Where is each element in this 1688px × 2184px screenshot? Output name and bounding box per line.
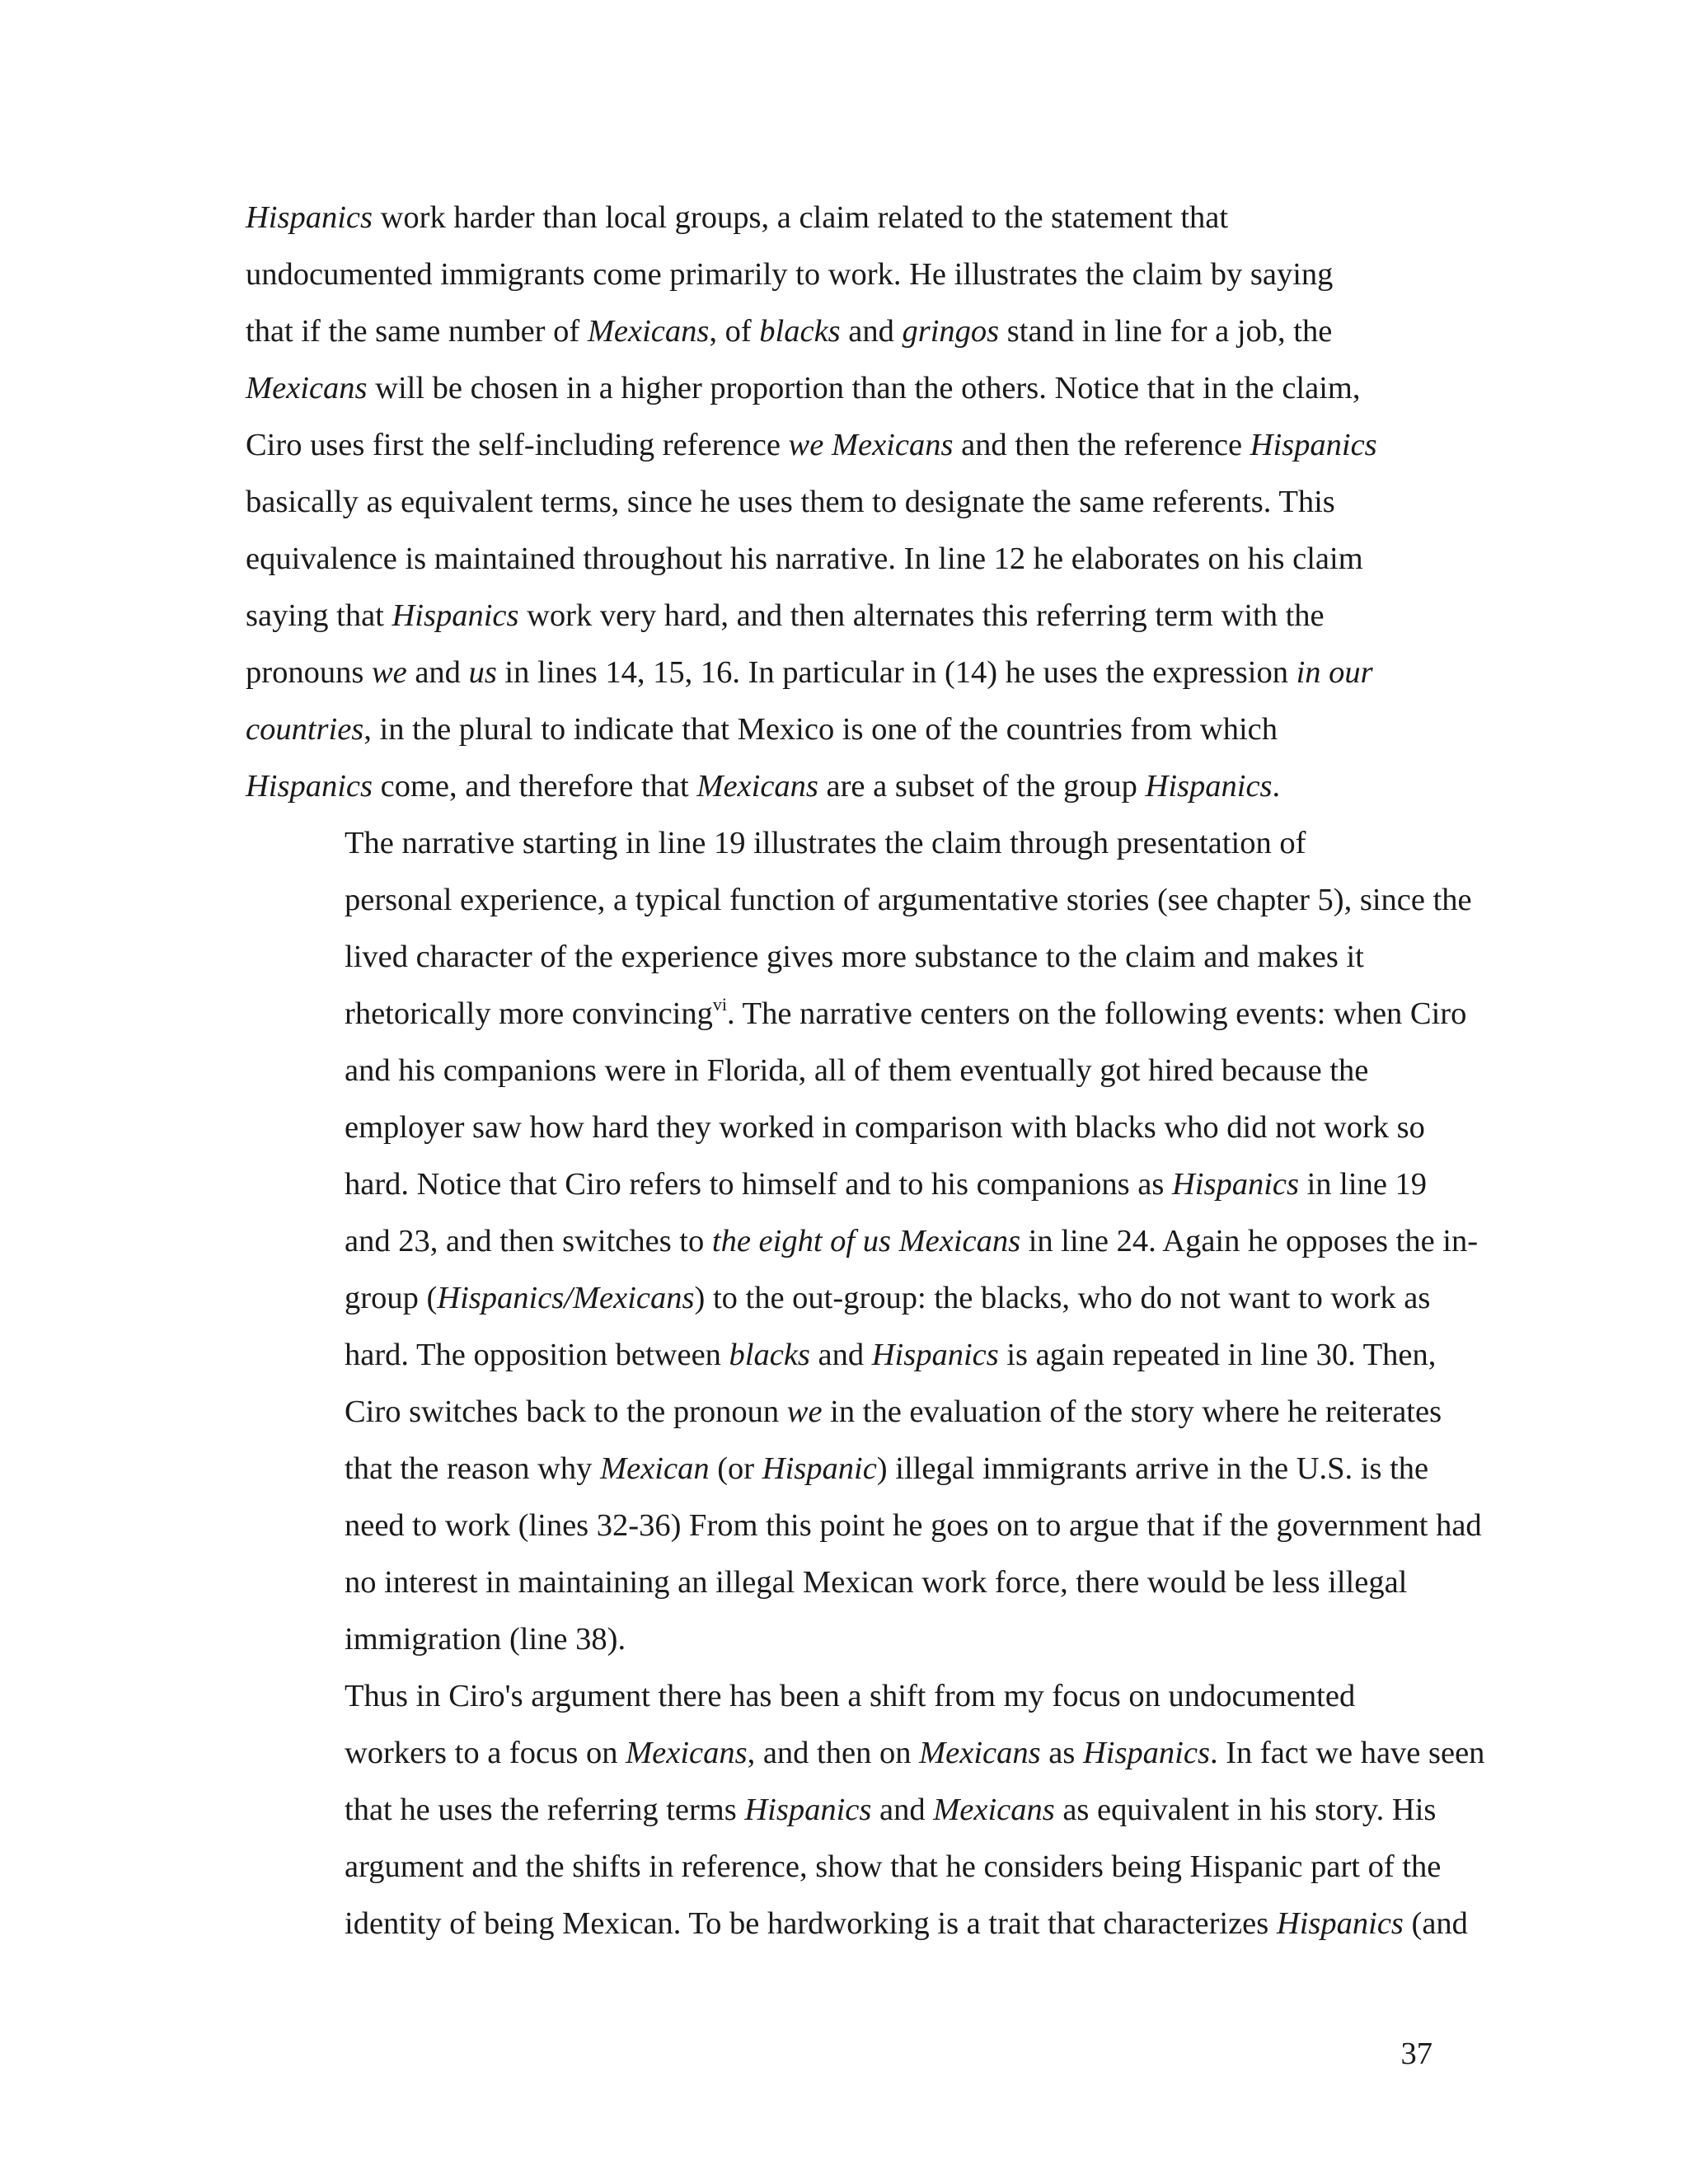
text-run: Ciro switches back to the pronoun: [345, 1394, 787, 1429]
text-run: .: [1272, 769, 1281, 804]
italic-term: Hispanics: [1276, 1906, 1404, 1941]
text-line: [246, 815, 1432, 872]
text-run: will be chosen in a higher proportion than the others. Notice that in the claim,: [367, 371, 1361, 405]
text-run: group (: [345, 1281, 438, 1315]
text-run: rhetorically more convincing: [345, 996, 713, 1031]
text-run: basically as equivalent terms, since he uses them to designate the same referents. This: [246, 485, 1335, 519]
text-run: undocumented immigrants come primarily to work. He illustrates the claim by saying: [246, 257, 1334, 292]
text-run: come, and therefore that: [373, 769, 697, 804]
text-line: [246, 872, 1472, 929]
text-run: stand in line for a job, the: [999, 314, 1333, 349]
text-run: and then the reference: [953, 428, 1250, 462]
text-run: immigration (line 38).: [345, 1622, 626, 1657]
text-line: [246, 1213, 1479, 1270]
text-run: The narrative starting in line 19 illustrates the claim through presentation of: [345, 826, 1306, 860]
text-run: Ciro uses first the self-including reference: [246, 428, 789, 462]
italic-term: we: [371, 655, 407, 690]
text-run: and: [840, 314, 903, 349]
text-line: [246, 360, 1432, 417]
text-run: identity of being Mexican. To be hardworking is a trait that characterizes: [345, 1906, 1277, 1941]
text-line: [246, 1043, 1432, 1099]
text-run: are a subset of the group: [818, 769, 1146, 804]
italic-term: Hispanics: [1082, 1736, 1210, 1770]
text-run: in line 24. Again he opposes the in-: [1020, 1224, 1479, 1258]
text-run: Thus in Ciro's argument there has been a shift from my focus on undocumented: [345, 1679, 1356, 1713]
text-run: and: [809, 1338, 872, 1372]
text-run: no interest in maintaining an illegal Mexican work force, there would be less illegal: [345, 1565, 1408, 1600]
text-run: workers to a focus on: [345, 1736, 626, 1770]
text-run: ) illegal immigrants arrive in the U.S. is the: [876, 1451, 1429, 1486]
text-line: [246, 531, 1432, 588]
text-line: [246, 1384, 1442, 1441]
italic-term: us: [468, 655, 497, 690]
italic-term: countries: [246, 712, 364, 747]
text-run: saying that: [246, 598, 392, 633]
text-line: [246, 1668, 1432, 1725]
text-line: [246, 1896, 1468, 1952]
text-run: need to work (lines 32-36) From this point he goes on to argue that if the government had: [345, 1508, 1482, 1543]
italic-term: Hispanics: [1171, 1167, 1299, 1202]
text-run: personal experience, a typical function of argumentative stories (see chapter 5), since the: [345, 883, 1472, 917]
italic-term: blacks: [729, 1338, 810, 1372]
text-run: (or: [709, 1451, 762, 1486]
text-run: work very hard, and then alternates this referring term with the: [518, 598, 1325, 633]
italic-term: Mexicans: [587, 314, 710, 349]
text-run: , in the plural to indicate that Mexico is one of the countries from which: [363, 712, 1278, 747]
text-line: [246, 986, 1467, 1043]
text-run: and: [871, 1793, 934, 1827]
text-run: . The narrative centers on the following events: when Ciro: [727, 996, 1467, 1031]
text-line: [246, 701, 1432, 758]
text-run: as equivalent in his story. His: [1054, 1793, 1437, 1827]
text-line: [246, 246, 1432, 303]
text-run: in line 19: [1298, 1167, 1428, 1202]
text-line: [246, 758, 1432, 815]
text-run: that he uses the referring terms: [345, 1793, 745, 1827]
text-run: equivalence is maintained throughout his narrative. In line 12 he elaborates on his claim: [246, 541, 1363, 576]
text-line: [246, 1156, 1432, 1213]
text-line: [246, 474, 1432, 531]
text-run: lived character of the experience gives more substance to the claim and makes it: [345, 940, 1364, 974]
text-line: [246, 1327, 1437, 1384]
text-line: [246, 1782, 1437, 1839]
italic-term: Hispanics: [246, 200, 373, 235]
text-run: , of: [709, 314, 760, 349]
text-line: [246, 1725, 1485, 1782]
italic-term: blacks: [759, 314, 841, 349]
text-line: [246, 929, 1432, 986]
text-line: [246, 1099, 1432, 1156]
italic-term: in our: [1296, 655, 1373, 690]
text-run: and his companions were in Florida, all of them eventually got hired because the: [345, 1053, 1369, 1088]
italic-term: we Mexicans: [788, 428, 954, 462]
text-run: employer saw how hard they worked in comparison with blacks who did not work so: [345, 1110, 1425, 1145]
text-run: that the reason why: [345, 1451, 601, 1486]
text-run: (and: [1403, 1906, 1468, 1941]
italic-term: Mexicans: [933, 1793, 1055, 1827]
text-run: , and then on: [747, 1736, 920, 1770]
italic-term: Mexican: [600, 1451, 710, 1486]
text-line: [246, 417, 1432, 474]
text-line: [246, 1554, 1432, 1611]
text-run: in lines 14, 15, 16. In particular in (14) he uses the expression: [496, 655, 1296, 690]
page-number: 37: [1400, 2036, 1432, 2071]
text-line: [246, 588, 1432, 644]
paragraph: [246, 1668, 1485, 1952]
text-run: work harder than local groups, a claim related to the statement that: [373, 200, 1229, 235]
text-run: hard. Notice that Ciro refers to himself and to his companions as: [345, 1167, 1172, 1202]
text-line: [246, 1441, 1432, 1497]
text-line: [246, 1270, 1432, 1327]
italic-term: Hispanics: [871, 1338, 999, 1372]
text-run: in the evaluation of the story where he reiterates: [822, 1394, 1442, 1429]
italic-term: Mexicans: [696, 769, 818, 804]
italic-term: Hispanic: [762, 1451, 877, 1486]
italic-term: Hispanics: [1250, 428, 1377, 462]
endnote-marker: vi: [712, 994, 727, 1015]
italic-term: Mexicans: [246, 371, 368, 405]
italic-term: Hispanics: [1145, 769, 1273, 804]
text-run: that if the same number of: [246, 314, 588, 349]
text-line: [246, 644, 1432, 701]
paragraph: [246, 815, 1482, 1668]
text-run: pronouns: [246, 655, 372, 690]
text-run: argument and the shifts in reference, show that he considers being Hispanic part of the: [345, 1849, 1442, 1884]
italic-term: Mexicans: [919, 1736, 1041, 1770]
italic-term: Mexicans: [626, 1736, 748, 1770]
text-line: [246, 1611, 1432, 1668]
paragraph: [246, 190, 1432, 815]
text-run: is again repeated in line 30. Then,: [998, 1338, 1437, 1372]
text-run: ) to the out-group: the blacks, who do not want to work as: [694, 1281, 1431, 1315]
text-run: as: [1040, 1736, 1083, 1770]
italic-term: Hispanics: [246, 769, 373, 804]
text-line: [246, 303, 1432, 360]
body-text: [246, 190, 1485, 1952]
italic-term: we: [786, 1394, 823, 1429]
italic-term: Hispanics/Mexicans: [437, 1281, 695, 1315]
text-line: [246, 1839, 1442, 1896]
text-run: . In fact we have seen: [1209, 1736, 1485, 1770]
italic-term: gringos: [902, 314, 1000, 349]
text-line: [246, 1497, 1482, 1554]
text-run: and: [406, 655, 469, 690]
italic-term: the eight of us Mexicans: [711, 1224, 1021, 1258]
text-line: [246, 190, 1432, 246]
text-run: and 23, and then switches to: [345, 1224, 712, 1258]
italic-term: Hispanics: [392, 598, 519, 633]
text-run: hard. The opposition between: [345, 1338, 729, 1372]
italic-term: Hispanics: [744, 1793, 872, 1827]
